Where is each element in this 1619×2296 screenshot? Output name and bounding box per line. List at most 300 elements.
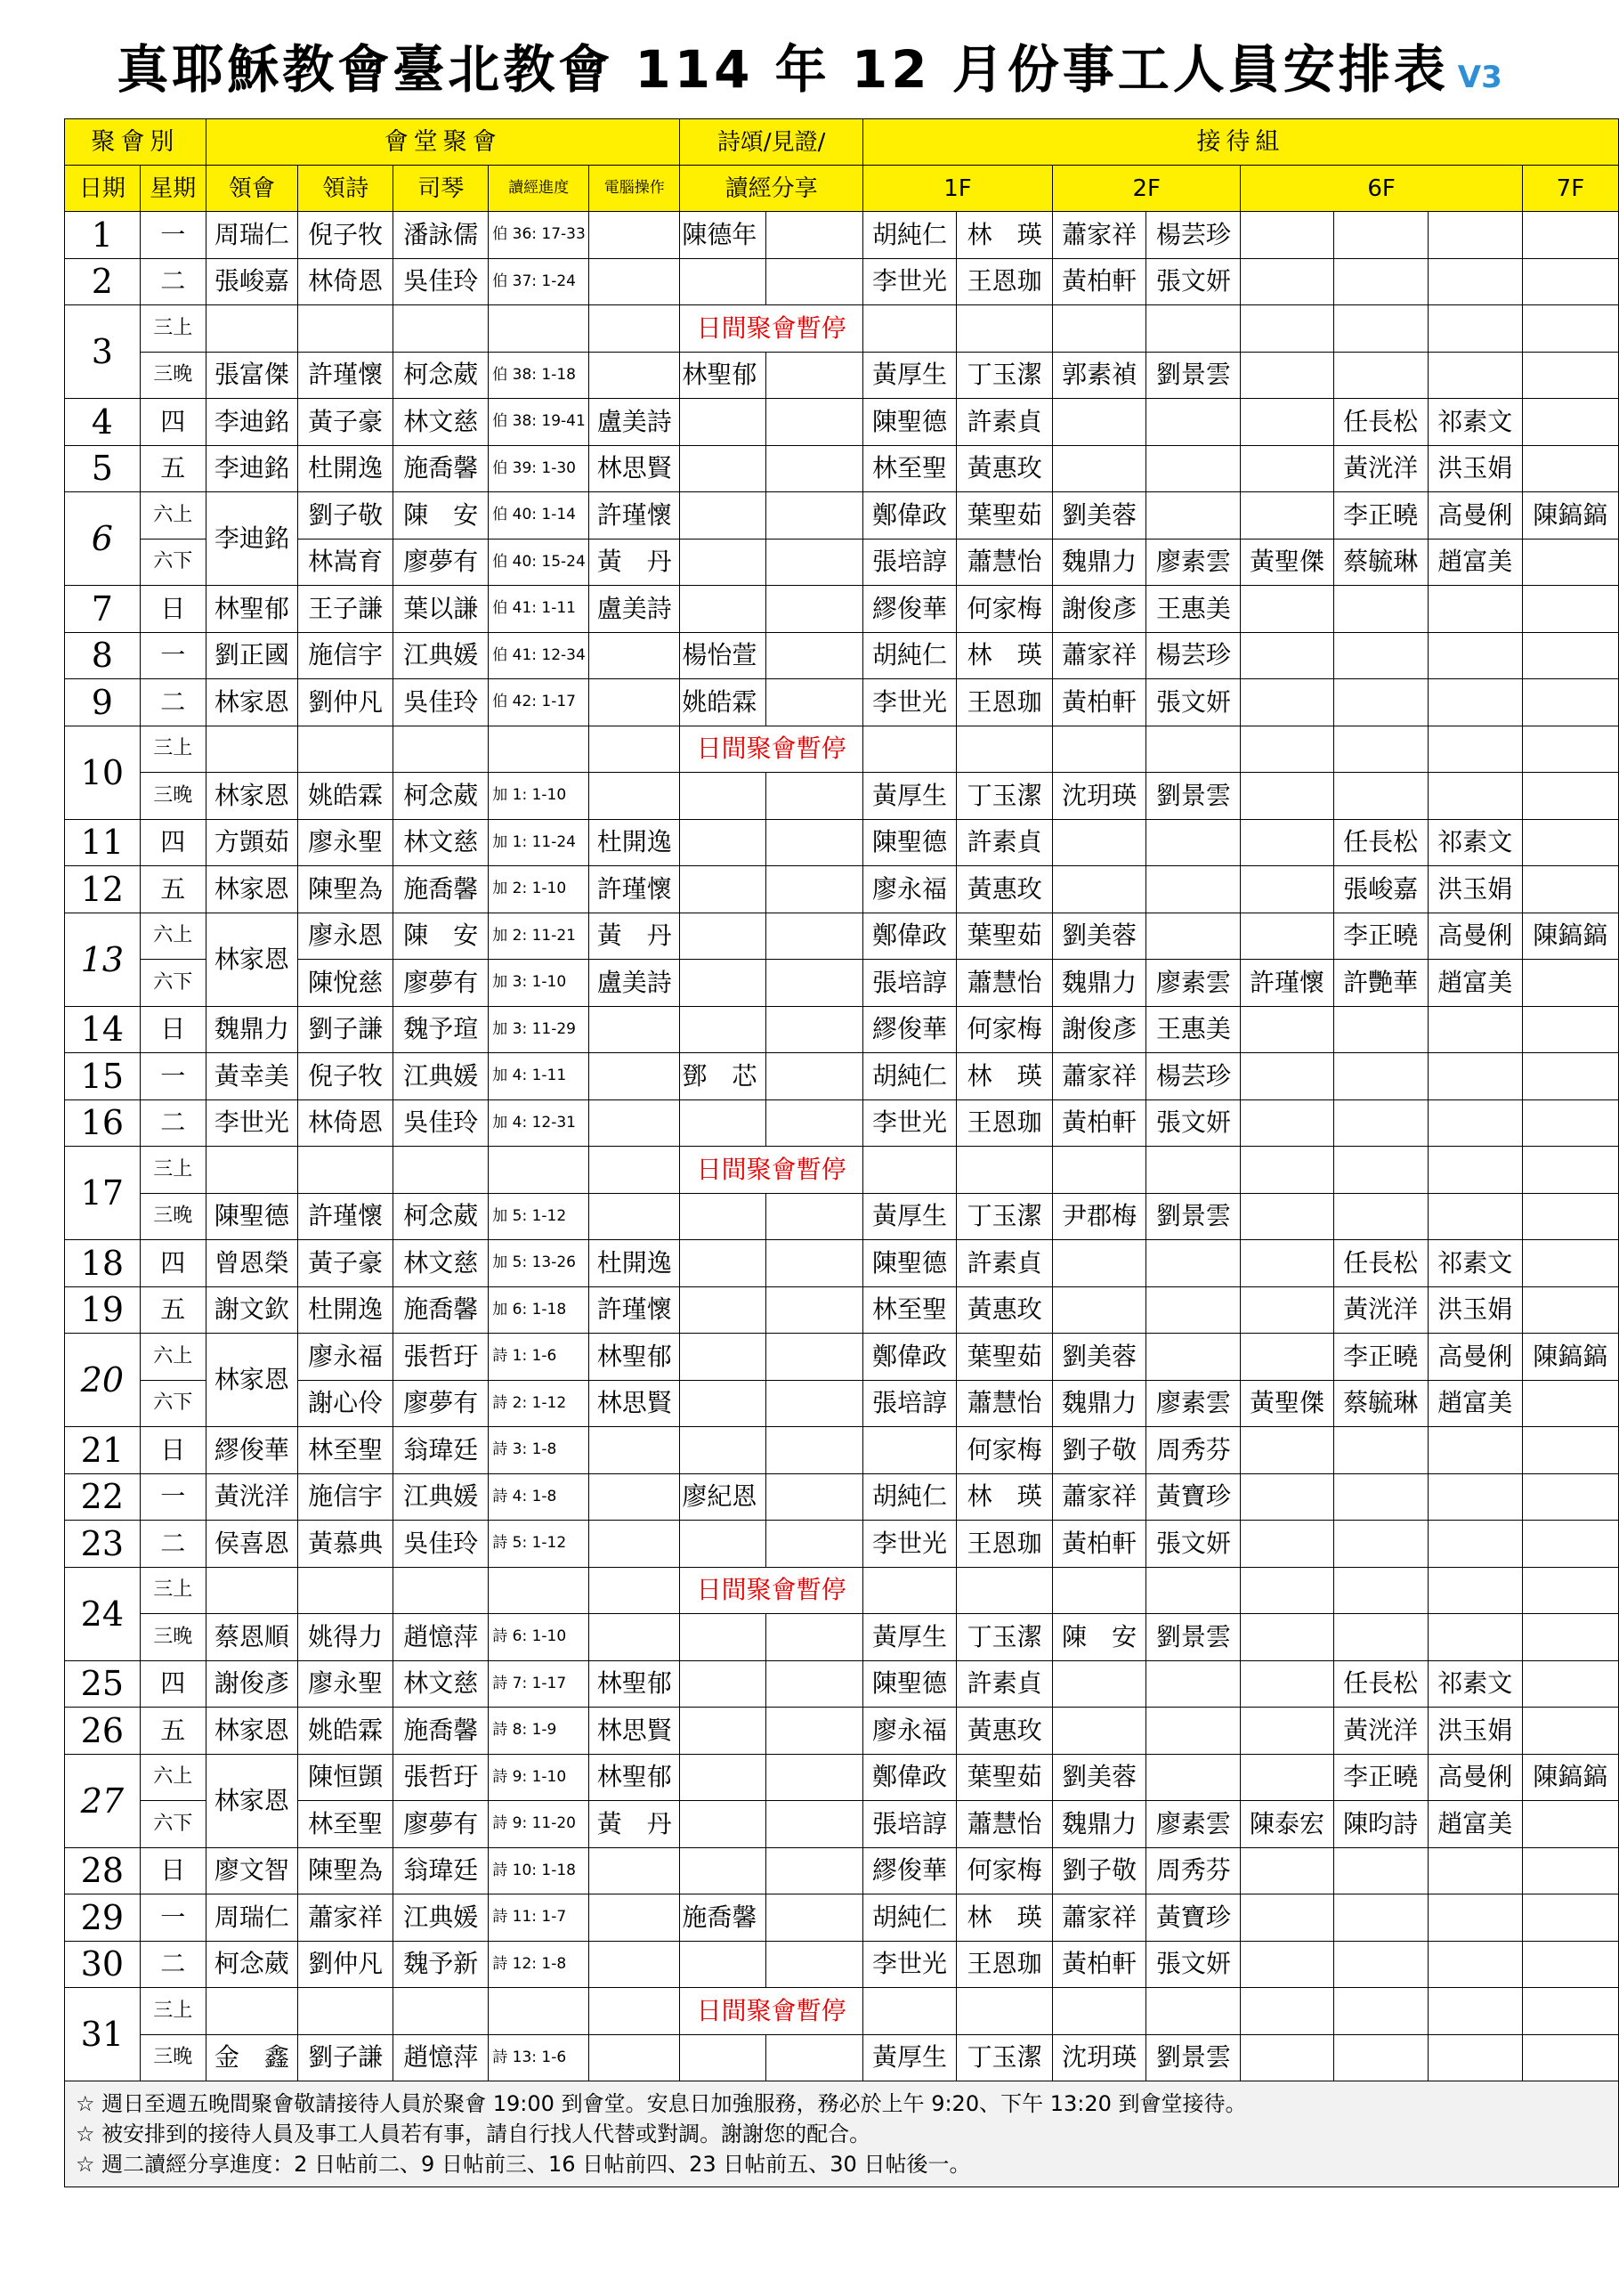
pc-operator-cell — [589, 1193, 680, 1240]
empty-cell — [489, 1147, 589, 1194]
schedule-row — [65, 1193, 1619, 1240]
weekday-cell: 三晚 — [140, 2034, 206, 2081]
reception-cell: 張峻嘉 — [1333, 866, 1428, 913]
reception-cell: 張文妍 — [1146, 679, 1241, 726]
lead-cell: 周瑞仁 — [206, 1894, 297, 1942]
reception-cell — [1146, 1660, 1241, 1708]
lead-cell: 林家恩 — [206, 1334, 297, 1427]
weekday-cell: 五 — [140, 445, 206, 492]
schedule-row — [65, 1801, 1619, 1848]
pianist-cell: 陳 安 — [393, 492, 489, 540]
empty-cell — [1146, 726, 1241, 773]
reception-cell: 廖素雲 — [1146, 1380, 1241, 1427]
verse-progress-cell: 伯 40: 15-24 — [489, 539, 589, 586]
reception-cell — [1333, 1006, 1428, 1053]
empty-cell — [1053, 726, 1146, 773]
sharing-cell — [680, 773, 766, 820]
reception-cell: 黃厚生 — [862, 2034, 956, 2081]
pc-operator-cell: 許瑾懷 — [589, 866, 680, 913]
reception-cell: 葉聖茹 — [957, 1334, 1053, 1381]
verse-progress-cell: 加 4: 12-31 — [489, 1099, 589, 1147]
hymn-leader-cell: 廖永聖 — [298, 1660, 393, 1708]
date-cell: 1 — [65, 212, 141, 259]
empty-cell — [957, 726, 1053, 773]
footer-note-2: ☆ 被安排到的接待人員及事工人員若有事，請自行找人代替或對調。謝謝您的配合。 — [76, 2122, 871, 2146]
reception-cell: 洪玉娟 — [1428, 445, 1522, 492]
schedule-row — [65, 1334, 1619, 1381]
sharing-cell — [766, 1473, 863, 1521]
empty-cell — [393, 1147, 489, 1194]
weekday-cell: 四 — [140, 819, 206, 866]
reception-cell: 丁玉潔 — [957, 1193, 1053, 1240]
hymn-leader-cell: 姚得力 — [298, 1614, 393, 1661]
schedule-row — [65, 1660, 1619, 1708]
reception-cell — [1428, 1193, 1522, 1240]
sharing-cell — [766, 399, 863, 446]
empty-cell — [1053, 1567, 1146, 1614]
reception-cell: 祁素文 — [1428, 399, 1522, 446]
header-group-label: 聚會別 — [65, 119, 206, 166]
hymn-leader-cell: 謝心伶 — [298, 1380, 393, 1427]
date-cell: 22 — [65, 1473, 141, 1521]
schedule-row — [65, 1754, 1619, 1801]
reception-cell: 高曼俐 — [1428, 492, 1522, 540]
reception-cell: 蕭慧怡 — [957, 960, 1053, 1007]
reception-cell: 陳聖德 — [862, 1240, 956, 1287]
empty-cell — [1146, 1567, 1241, 1614]
sharing-cell: 鄧 芯 — [680, 1053, 766, 1100]
reception-cell: 王恩珈 — [957, 1521, 1053, 1568]
sharing-cell — [766, 1053, 863, 1100]
reception-cell — [1241, 1614, 1333, 1661]
date-cell: 11 — [65, 819, 141, 866]
header-share-label-1: 詩頌/見證/ — [680, 119, 862, 166]
pianist-cell: 廖夢有 — [393, 960, 489, 1007]
reception-cell — [1241, 866, 1333, 913]
date-cell: 27 — [65, 1754, 141, 1847]
pc-operator-cell: 杜開逸 — [589, 1240, 680, 1287]
reception-cell: 郭素禎 — [1053, 352, 1146, 399]
sharing-cell — [680, 1334, 766, 1381]
reception-cell — [1522, 679, 1618, 726]
empty-cell — [298, 1147, 393, 1194]
reception-cell — [1241, 1521, 1333, 1568]
reception-cell: 任長松 — [1333, 1660, 1428, 1708]
verse-progress-cell: 伯 37: 1-24 — [489, 258, 589, 305]
empty-cell — [1522, 726, 1618, 773]
empty-cell — [1146, 1147, 1241, 1194]
reception-cell — [1333, 352, 1428, 399]
sharing-cell — [766, 2034, 863, 2081]
reception-cell: 張文妍 — [1146, 1521, 1241, 1568]
pianist-cell: 翁瑋廷 — [393, 1427, 489, 1474]
sharing-cell — [680, 1099, 766, 1147]
verse-progress-cell: 詩 9: 1-10 — [489, 1754, 589, 1801]
pianist-cell: 廖夢有 — [393, 1801, 489, 1848]
lead-cell: 李世光 — [206, 1099, 297, 1147]
reception-cell — [1053, 819, 1146, 866]
sharing-cell — [680, 1660, 766, 1708]
hymn-leader-cell: 劉仲凡 — [298, 1941, 393, 1988]
weekday-cell: 四 — [140, 1660, 206, 1708]
date-cell: 23 — [65, 1521, 141, 1568]
reception-cell: 蕭家祥 — [1053, 1473, 1146, 1521]
lead-cell: 廖文智 — [206, 1847, 297, 1894]
pianist-cell: 施喬馨 — [393, 866, 489, 913]
reception-cell — [1241, 212, 1333, 259]
reception-cell: 胡純仁 — [862, 1473, 956, 1521]
sharing-cell — [766, 1286, 863, 1334]
reception-cell — [1146, 492, 1241, 540]
reception-cell — [1522, 960, 1618, 1007]
date-cell: 10 — [65, 726, 141, 819]
empty-cell — [393, 726, 489, 773]
reception-cell — [1522, 1801, 1618, 1848]
weekday-cell: 一 — [140, 632, 206, 679]
hymn-leader-cell: 劉子謙 — [298, 1006, 393, 1053]
schedule-row — [65, 819, 1619, 866]
pianist-cell: 吳佳玲 — [393, 679, 489, 726]
schedule-row — [65, 352, 1619, 399]
schedule-row — [65, 399, 1619, 446]
pc-operator-cell: 杜開逸 — [589, 819, 680, 866]
weekday-cell: 六下 — [140, 539, 206, 586]
title-text: 真耶穌教會臺北教會 114 年 12 月份事工人員安排表 — [117, 39, 1449, 100]
reception-cell — [1428, 679, 1522, 726]
pc-operator-cell — [589, 1006, 680, 1053]
empty-cell — [489, 1567, 589, 1614]
empty-cell — [1053, 305, 1146, 353]
pc-operator-cell — [589, 2034, 680, 2081]
empty-cell — [1428, 1567, 1522, 1614]
reception-cell — [1522, 773, 1618, 820]
empty-cell — [862, 1567, 956, 1614]
lead-cell: 曾恩榮 — [206, 1240, 297, 1287]
hymn-leader-cell: 林至聖 — [298, 1801, 393, 1848]
reception-cell — [1241, 1240, 1333, 1287]
reception-cell — [1241, 913, 1333, 960]
reception-cell: 陳聖德 — [862, 399, 956, 446]
sharing-cell: 廖紀恩 — [680, 1473, 766, 1521]
reception-cell: 黃惠玫 — [957, 1708, 1053, 1755]
reception-cell — [1146, 819, 1241, 866]
reception-cell — [1522, 1427, 1618, 1474]
schedule-row — [65, 1894, 1619, 1942]
lead-cell: 林家恩 — [206, 679, 297, 726]
hymn-leader-cell: 林嵩育 — [298, 539, 393, 586]
col-share-header: 讀經分享 — [680, 166, 862, 212]
reception-cell: 胡純仁 — [862, 1894, 956, 1942]
meeting-suspended-notice: 日間聚會暫停 — [680, 1147, 862, 1194]
reception-cell — [1522, 1240, 1618, 1287]
empty-cell — [206, 1988, 297, 2035]
reception-cell — [1241, 1708, 1333, 1755]
verse-progress-cell: 詩 7: 1-17 — [489, 1660, 589, 1708]
reception-cell: 繆俊華 — [862, 1006, 956, 1053]
sharing-cell — [766, 258, 863, 305]
reception-cell: 廖永福 — [862, 866, 956, 913]
pc-operator-cell: 林思賢 — [589, 1380, 680, 1427]
reception-cell — [1241, 1053, 1333, 1100]
empty-cell — [589, 726, 680, 773]
reception-cell — [1522, 1193, 1618, 1240]
hymn-leader-cell: 廖永聖 — [298, 819, 393, 866]
verse-progress-cell: 詩 13: 1-6 — [489, 2034, 589, 2081]
schedule-row — [65, 445, 1619, 492]
reception-cell: 李正曉 — [1333, 1754, 1428, 1801]
reception-cell — [1241, 819, 1333, 866]
reception-cell: 祁素文 — [1428, 819, 1522, 866]
reception-cell — [1522, 1894, 1618, 1942]
empty-cell — [1241, 1988, 1333, 2035]
reception-cell — [1241, 1941, 1333, 1988]
schedule-row — [65, 1380, 1619, 1427]
empty-cell — [589, 1147, 680, 1194]
sharing-cell — [766, 866, 863, 913]
reception-cell: 黃厚生 — [862, 1614, 956, 1661]
reception-cell — [1522, 1660, 1618, 1708]
weekday-cell: 二 — [140, 1521, 206, 1568]
schedule-row — [65, 960, 1619, 1007]
reception-cell — [1333, 1473, 1428, 1521]
reception-cell — [1333, 1894, 1428, 1942]
hymn-leader-cell: 林倚恩 — [298, 258, 393, 305]
reception-cell — [1146, 1286, 1241, 1334]
notice-row — [65, 726, 1619, 773]
empty-cell — [393, 1988, 489, 2035]
reception-cell — [1333, 1099, 1428, 1147]
sharing-cell — [766, 352, 863, 399]
col-pc-header: 電腦操作 — [589, 166, 680, 212]
reception-cell — [1146, 1754, 1241, 1801]
reception-cell — [1146, 1334, 1241, 1381]
weekday-cell: 三晚 — [140, 1614, 206, 1661]
reception-cell: 許瑾懷 — [1241, 960, 1333, 1007]
sharing-cell — [766, 632, 863, 679]
lead-cell: 金 鑫 — [206, 2034, 297, 2081]
date-cell: 14 — [65, 1006, 141, 1053]
col-piano-header: 司琴 — [393, 166, 489, 212]
pc-operator-cell: 林思賢 — [589, 1708, 680, 1755]
date-cell: 4 — [65, 399, 141, 446]
reception-cell: 陳 安 — [1053, 1614, 1146, 1661]
reception-cell: 陳鎬鎬 — [1522, 492, 1618, 540]
reception-cell: 廖素雲 — [1146, 1801, 1241, 1848]
reception-cell: 洪玉娟 — [1428, 1286, 1522, 1334]
reception-cell — [1522, 1006, 1618, 1053]
reception-cell — [1146, 913, 1241, 960]
sharing-cell — [766, 1193, 863, 1240]
reception-cell: 高曼俐 — [1428, 1334, 1522, 1381]
date-cell: 28 — [65, 1847, 141, 1894]
hymn-leader-cell: 陳聖為 — [298, 866, 393, 913]
schedule-row — [65, 586, 1619, 633]
date-cell: 16 — [65, 1099, 141, 1147]
reception-cell — [1428, 1894, 1522, 1942]
reception-cell: 丁玉潔 — [957, 1614, 1053, 1661]
reception-cell: 蕭家祥 — [1053, 632, 1146, 679]
sharing-cell — [766, 1660, 863, 1708]
reception-cell: 何家梅 — [957, 586, 1053, 633]
reception-cell — [1241, 2034, 1333, 2081]
col-1f-header: 1F — [862, 166, 1052, 212]
verse-progress-cell: 詩 3: 1-8 — [489, 1427, 589, 1474]
empty-cell — [1522, 1147, 1618, 1194]
date-cell: 19 — [65, 1286, 141, 1334]
verse-progress-cell: 詩 6: 1-10 — [489, 1614, 589, 1661]
empty-cell — [957, 1147, 1053, 1194]
reception-cell: 廖素雲 — [1146, 960, 1241, 1007]
pianist-cell: 魏予瑄 — [393, 1006, 489, 1053]
reception-cell: 尹郡梅 — [1053, 1193, 1146, 1240]
reception-cell — [1333, 632, 1428, 679]
header-reception-label: 接待組 — [862, 119, 1618, 166]
reception-cell: 黃聖傑 — [1241, 1380, 1333, 1427]
reception-cell — [1522, 399, 1618, 446]
lead-cell: 李迪銘 — [206, 492, 297, 586]
reception-cell — [1428, 212, 1522, 259]
pianist-cell: 江典媛 — [393, 1894, 489, 1942]
hymn-leader-cell: 陳恒顗 — [298, 1754, 393, 1801]
reception-cell: 何家梅 — [957, 1847, 1053, 1894]
hymn-leader-cell: 黃子豪 — [298, 399, 393, 446]
sharing-cell — [766, 1894, 863, 1942]
reception-cell — [1333, 1941, 1428, 1988]
weekday-cell: 三晚 — [140, 352, 206, 399]
lead-cell: 林家恩 — [206, 773, 297, 820]
pianist-cell: 趙憶萍 — [393, 2034, 489, 2081]
sharing-cell — [680, 1614, 766, 1661]
verse-progress-cell: 詩 1: 1-6 — [489, 1334, 589, 1381]
pc-operator-cell — [589, 1521, 680, 1568]
sharing-cell — [680, 866, 766, 913]
hymn-leader-cell: 廖永恩 — [298, 913, 393, 960]
reception-cell — [1428, 1099, 1522, 1147]
sharing-cell — [766, 1521, 863, 1568]
verse-progress-cell: 詩 2: 1-12 — [489, 1380, 589, 1427]
reception-cell: 王恩珈 — [957, 1941, 1053, 1988]
pc-operator-cell: 林聖郁 — [589, 1660, 680, 1708]
reception-cell — [1333, 1847, 1428, 1894]
sharing-cell — [680, 1380, 766, 1427]
reception-cell: 趙富美 — [1428, 1801, 1522, 1848]
hymn-leader-cell: 黃慕典 — [298, 1521, 393, 1568]
lead-cell: 魏鼎力 — [206, 1006, 297, 1053]
empty-cell — [1241, 305, 1333, 353]
reception-cell — [1241, 632, 1333, 679]
weekday-cell: 日 — [140, 1427, 206, 1474]
empty-cell — [1241, 1567, 1333, 1614]
date-cell: 3 — [65, 305, 141, 399]
sharing-cell — [766, 773, 863, 820]
pianist-cell: 柯念葳 — [393, 1193, 489, 1240]
sharing-cell — [766, 445, 863, 492]
verse-progress-cell: 詩 10: 1-18 — [489, 1847, 589, 1894]
sharing-cell — [766, 960, 863, 1007]
lead-cell: 周瑞仁 — [206, 212, 297, 259]
col-date-header: 日期 — [65, 166, 141, 212]
reception-cell: 黃柏軒 — [1053, 1941, 1146, 1988]
weekday-cell: 二 — [140, 1941, 206, 1988]
weekday-cell: 五 — [140, 1286, 206, 1334]
weekday-cell: 二 — [140, 258, 206, 305]
empty-cell — [589, 1988, 680, 2035]
empty-cell — [1522, 305, 1618, 353]
pianist-cell: 葉以謙 — [393, 586, 489, 633]
sharing-cell: 姚皓霖 — [680, 679, 766, 726]
reception-cell: 林 瑛 — [957, 212, 1053, 259]
reception-cell: 高曼俐 — [1428, 1754, 1522, 1801]
pc-operator-cell — [589, 1614, 680, 1661]
reception-cell: 劉景雲 — [1146, 352, 1241, 399]
empty-cell — [1333, 726, 1428, 773]
sharing-cell — [680, 539, 766, 586]
reception-cell — [1522, 1521, 1618, 1568]
sharing-cell — [680, 1521, 766, 1568]
empty-cell — [957, 1567, 1053, 1614]
hymn-leader-cell: 杜開逸 — [298, 445, 393, 492]
header-row-groups — [65, 119, 1619, 166]
lead-cell: 張富傑 — [206, 352, 297, 399]
reception-cell — [1522, 866, 1618, 913]
reception-cell — [1333, 773, 1428, 820]
reception-cell: 林至聖 — [862, 445, 956, 492]
pc-operator-cell: 許瑾懷 — [589, 1286, 680, 1334]
hymn-leader-cell: 許瑾懷 — [298, 352, 393, 399]
empty-cell — [589, 1567, 680, 1614]
reception-cell: 祁素文 — [1428, 1660, 1522, 1708]
pianist-cell: 陳 安 — [393, 913, 489, 960]
sharing-cell — [680, 1427, 766, 1474]
reception-cell — [1333, 1614, 1428, 1661]
weekday-cell: 三晚 — [140, 1193, 206, 1240]
verse-progress-cell: 詩 4: 1-8 — [489, 1473, 589, 1521]
reception-cell: 魏鼎力 — [1053, 1801, 1146, 1848]
verse-progress-cell: 伯 41: 12-34 — [489, 632, 589, 679]
sharing-cell — [680, 1708, 766, 1755]
reception-cell: 許素貞 — [957, 819, 1053, 866]
reception-cell: 王恩珈 — [957, 1099, 1053, 1147]
reception-cell: 何家梅 — [957, 1427, 1053, 1474]
reception-cell — [1428, 1521, 1522, 1568]
pc-operator-cell: 黃 丹 — [589, 1801, 680, 1848]
sharing-cell — [680, 258, 766, 305]
reception-cell: 王恩珈 — [957, 258, 1053, 305]
reception-cell: 黃柏軒 — [1053, 679, 1146, 726]
schedule-row — [65, 2034, 1619, 2081]
reception-cell: 魏鼎力 — [1053, 539, 1146, 586]
hymn-leader-cell: 倪子牧 — [298, 1053, 393, 1100]
hymn-leader-cell: 王子謙 — [298, 586, 393, 633]
verse-progress-cell: 加 4: 1-11 — [489, 1053, 589, 1100]
pianist-cell: 江典媛 — [393, 632, 489, 679]
reception-cell — [1428, 352, 1522, 399]
hymn-leader-cell: 姚皓霖 — [298, 773, 393, 820]
verse-progress-cell: 加 2: 1-10 — [489, 866, 589, 913]
reception-cell: 黃洸洋 — [1333, 445, 1428, 492]
sharing-cell — [680, 1286, 766, 1334]
reception-cell — [1428, 2034, 1522, 2081]
reception-cell: 胡純仁 — [862, 212, 956, 259]
reception-cell — [1241, 586, 1333, 633]
reception-cell: 許素貞 — [957, 1660, 1053, 1708]
col-7f-header: 7F — [1522, 166, 1618, 212]
reception-cell: 蕭家祥 — [1053, 212, 1146, 259]
date-cell: 6 — [65, 492, 141, 586]
pc-operator-cell — [589, 679, 680, 726]
empty-cell — [1053, 1988, 1146, 2035]
reception-cell: 黃洸洋 — [1333, 1286, 1428, 1334]
